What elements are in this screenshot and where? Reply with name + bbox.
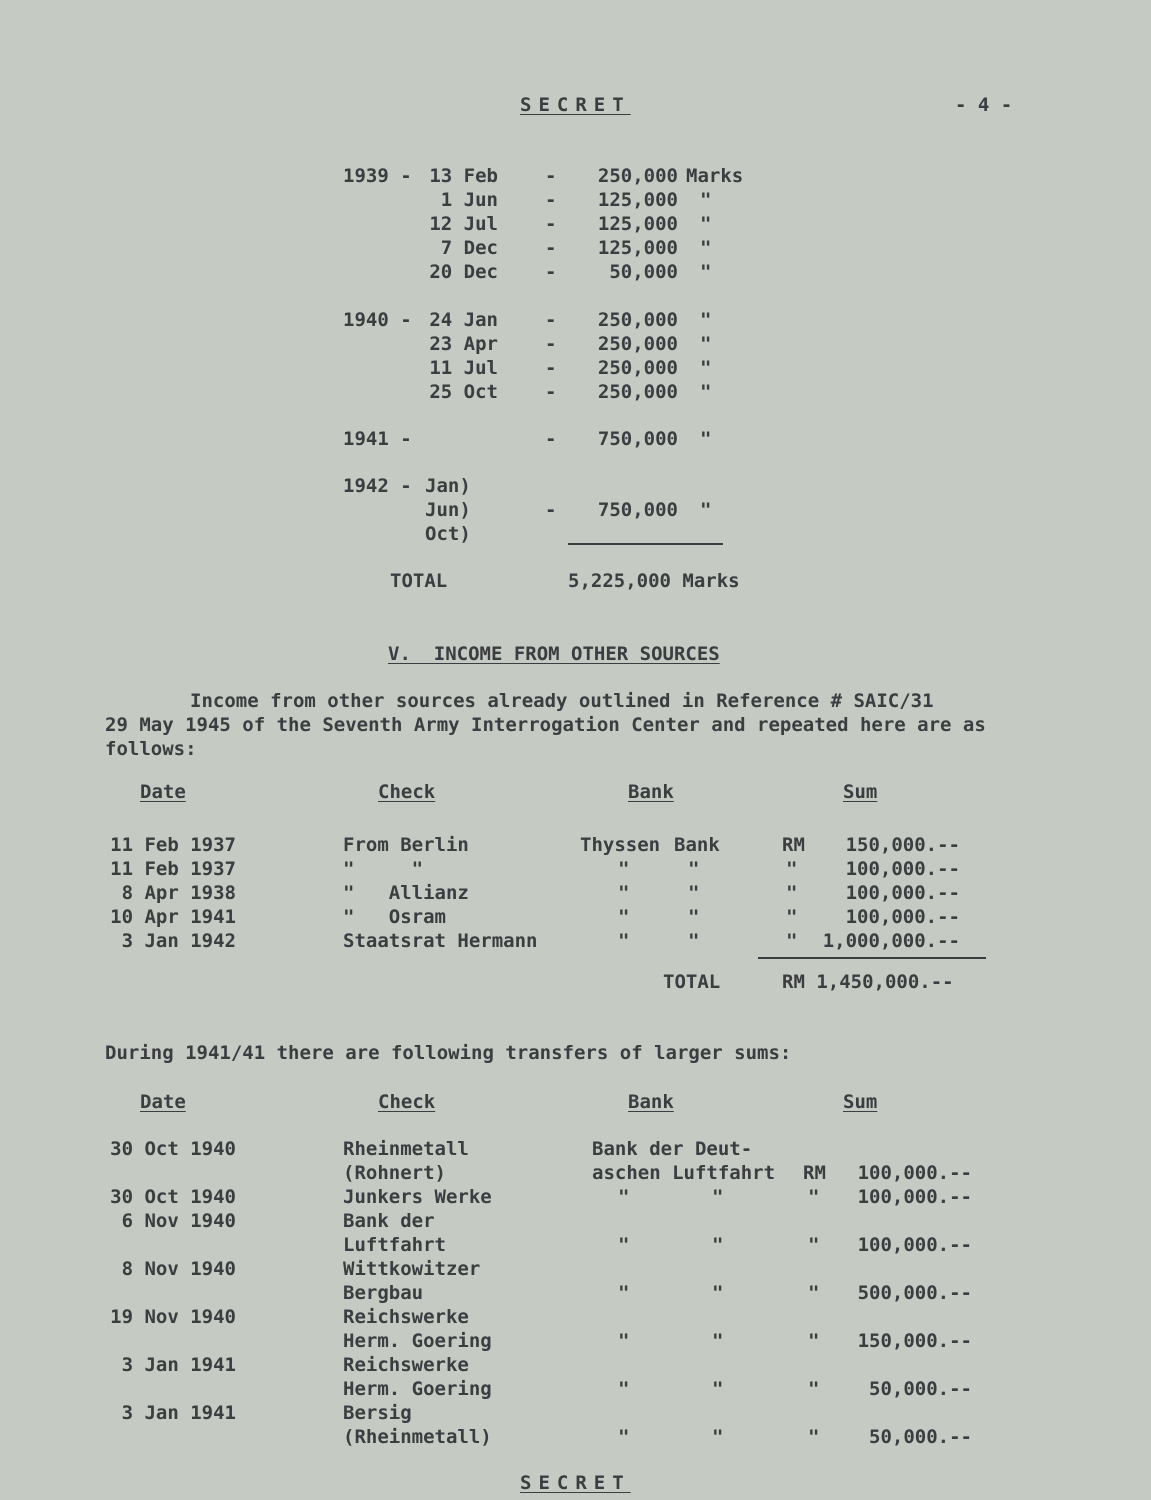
income-row-currency: " [786, 930, 798, 952]
payment-dash: - [545, 381, 557, 403]
payment-unit: " [700, 213, 712, 235]
payment-unit: " [700, 261, 712, 283]
transfer-row-check: Bergbau [343, 1282, 424, 1304]
payment-dash: - [545, 428, 557, 450]
transfer-row-bank: " [618, 1282, 630, 1304]
payment-amount: 125,000 [597, 237, 678, 259]
transfer-row-bank: " [712, 1426, 724, 1448]
income-row-sum: 150,000.-- [845, 834, 960, 856]
payment-unit: " [700, 428, 712, 450]
payment-amount: 250,000 [597, 357, 678, 379]
payment-year: 1941 - [343, 428, 412, 450]
transfer-row-bank: Bank der Deut- [592, 1138, 753, 1160]
transfer-row-bank: " [712, 1330, 724, 1352]
total-rule [568, 543, 723, 545]
payment-dash: - [545, 237, 557, 259]
income-total-label: TOTAL [663, 971, 721, 993]
transfers-intro: During 1941/41 there are following transfers of larger sums: [105, 1042, 792, 1064]
payment-year: 1942 - [343, 475, 412, 497]
payment-date: 11 Jul [429, 357, 498, 379]
income-row-sum: 100,000.-- [845, 882, 960, 904]
income-row-sum: 100,000.-- [845, 906, 960, 928]
payment-date: 23 Apr [429, 333, 498, 355]
transfer-row-bank: " [618, 1330, 630, 1352]
income-row-bank: " [688, 858, 700, 880]
payment-unit: " [700, 357, 712, 379]
income-row-currency: " [786, 858, 798, 880]
header-classification: SECRET [520, 94, 631, 116]
income-row-bank: Bank [674, 834, 720, 856]
payment-date: 25 Oct [429, 381, 498, 403]
transfer-row-currency: " [808, 1282, 820, 1304]
footer-classification: SECRET [520, 1472, 631, 1494]
transfer-row-check: Reichswerke [343, 1306, 469, 1328]
income-row-date: 11 Feb 1937 [110, 858, 236, 880]
page-number: - 4 - [955, 94, 1013, 116]
transfer-row-currency: " [808, 1186, 820, 1208]
payment-dash: - [545, 357, 557, 379]
transfer-row-bank: aschen Luftfahrt [592, 1162, 776, 1184]
income-row-bank: " [618, 858, 630, 880]
income-row-check: " " [343, 858, 424, 880]
income-row-check: From Berlin [343, 834, 469, 856]
payment-dash: - [545, 165, 557, 187]
payment-amount: 125,000 [597, 213, 678, 235]
transfer-row-currency: RM [803, 1162, 826, 1184]
column-header-date: Date [140, 1091, 186, 1113]
income-row-date: 8 Apr 1938 [121, 882, 236, 904]
transfer-row-bank: " [712, 1282, 724, 1304]
payment-unit: " [700, 309, 712, 331]
transfer-row-sum: 500,000.-- [857, 1282, 972, 1304]
transfer-row-sum: 100,000.-- [857, 1162, 972, 1184]
column-header-sum: Sum [843, 1091, 878, 1113]
income-row-bank: " [618, 882, 630, 904]
income-row-bank: " [688, 882, 700, 904]
transfer-row-bank: " [618, 1186, 630, 1208]
income-row-check: " Osram [343, 906, 446, 928]
payment-dash: - [545, 189, 557, 211]
payment-date: 7 Dec [440, 237, 498, 259]
transfer-row-date: 8 Nov 1940 [121, 1258, 236, 1280]
paragraph-line: 29 May 1945 of the Seventh Army Interrogation Center and repeated here are as [105, 714, 986, 736]
transfer-row-bank: " [712, 1234, 724, 1256]
payment-date: 13 Feb [429, 165, 498, 187]
payment-date: Oct) [425, 523, 471, 545]
income-row-date: 11 Feb 1937 [110, 834, 236, 856]
column-header-sum: Sum [843, 781, 878, 803]
income-row-bank: " [618, 930, 630, 952]
payment-date: 20 Dec [429, 261, 498, 283]
column-header-bank: Bank [628, 781, 674, 803]
payment-amount: 250,000 [597, 333, 678, 355]
income-row-bank: " [688, 930, 700, 952]
payment-amount: 250,000 [597, 381, 678, 403]
transfer-row-sum: 150,000.-- [857, 1330, 972, 1352]
transfer-row-check: (Rohnert) [343, 1162, 446, 1184]
transfer-row-currency: " [808, 1378, 820, 1400]
payment-dash: - [545, 333, 557, 355]
transfer-row-bank: " [618, 1234, 630, 1256]
payment-dash: - [545, 213, 557, 235]
income-row-date: 10 Apr 1941 [110, 906, 236, 928]
payment-year: 1940 - [343, 309, 412, 331]
transfer-row-currency: " [808, 1330, 820, 1352]
transfer-row-check: Herm. Goering [343, 1378, 492, 1400]
transfer-row-currency: " [808, 1234, 820, 1256]
income-row-currency: " [786, 882, 798, 904]
income-total-value: RM 1,450,000.-- [782, 971, 954, 993]
transfer-row-date: 3 Jan 1941 [121, 1354, 236, 1376]
payment-unit: " [700, 333, 712, 355]
payment-unit: " [700, 499, 712, 521]
payments-total-value: 5,225,000 Marks [568, 570, 740, 592]
payment-date: 12 Jul [429, 213, 498, 235]
total-rule [758, 957, 986, 959]
transfer-row-check: Wittkowitzer [343, 1258, 481, 1280]
transfer-row-currency: " [808, 1426, 820, 1448]
column-header-bank: Bank [628, 1091, 674, 1113]
payment-date: Jan) [425, 475, 471, 497]
payment-dash: - [545, 261, 557, 283]
transfer-row-check: Herm. Goering [343, 1330, 492, 1352]
payment-amount: 250,000 [597, 165, 678, 187]
transfer-row-check: Junkers Werke [343, 1186, 492, 1208]
payment-dash: - [545, 499, 557, 521]
payment-amount: 250,000 [597, 309, 678, 331]
transfer-row-bank: " [712, 1186, 724, 1208]
income-row-sum: 100,000.-- [845, 858, 960, 880]
payment-dash: - [545, 309, 557, 331]
transfer-row-check: (Rheinmetall) [343, 1426, 492, 1448]
transfer-row-check: Bersig [343, 1402, 412, 1424]
income-row-currency: RM [782, 834, 805, 856]
transfer-row-date: 6 Nov 1940 [121, 1210, 236, 1232]
income-row-bank: " [688, 906, 700, 928]
transfer-row-check: Rheinmetall [343, 1138, 469, 1160]
payment-unit: " [700, 237, 712, 259]
payment-unit: " [700, 381, 712, 403]
transfer-row-date: 3 Jan 1941 [121, 1402, 236, 1424]
income-row-bank: " [618, 906, 630, 928]
payment-amount: 750,000 [597, 428, 678, 450]
income-row-currency: " [786, 906, 798, 928]
transfer-row-check: Bank der [343, 1210, 435, 1232]
payment-date: Jun) [425, 499, 471, 521]
payment-unit: " [700, 189, 712, 211]
payment-date: 24 Jan [429, 309, 498, 331]
payment-unit: Marks [686, 165, 744, 187]
column-header-check: Check [378, 1091, 436, 1113]
transfer-row-sum: 50,000.-- [869, 1426, 972, 1448]
transfer-row-check: Reichswerke [343, 1354, 469, 1376]
transfer-row-date: 30 Oct 1940 [110, 1186, 236, 1208]
income-row-sum: 1,000,000.-- [822, 930, 960, 952]
payment-date: 1 Jun [440, 189, 498, 211]
income-row-check: Staatsrat Hermann [343, 930, 538, 952]
transfer-row-sum: 100,000.-- [857, 1234, 972, 1256]
income-row-date: 3 Jan 1942 [121, 930, 236, 952]
transfer-row-bank: " [618, 1426, 630, 1448]
transfer-row-date: 19 Nov 1940 [110, 1306, 236, 1328]
column-header-date: Date [140, 781, 186, 803]
payment-amount: 750,000 [597, 499, 678, 521]
transfer-row-date: 30 Oct 1940 [110, 1138, 236, 1160]
paragraph-line: Income from other sources already outlined in Reference # SAIC/31 [190, 690, 934, 712]
income-row-bank: Thyssen [580, 834, 661, 856]
payment-amount: 125,000 [597, 189, 678, 211]
payment-year: 1939 - [343, 165, 412, 187]
column-header-check: Check [378, 781, 436, 803]
transfer-row-check: Luftfahrt [343, 1234, 446, 1256]
payment-amount: 50,000 [609, 261, 678, 283]
transfer-row-bank: " [618, 1378, 630, 1400]
paragraph-line: follows: [105, 738, 197, 760]
income-row-check: " Allianz [343, 882, 469, 904]
payments-total-label: TOTAL [390, 570, 448, 592]
transfer-row-sum: 100,000.-- [857, 1186, 972, 1208]
transfer-row-bank: " [712, 1378, 724, 1400]
section-heading: V. INCOME FROM OTHER SOURCES [388, 643, 720, 665]
transfer-row-sum: 50,000.-- [869, 1378, 972, 1400]
